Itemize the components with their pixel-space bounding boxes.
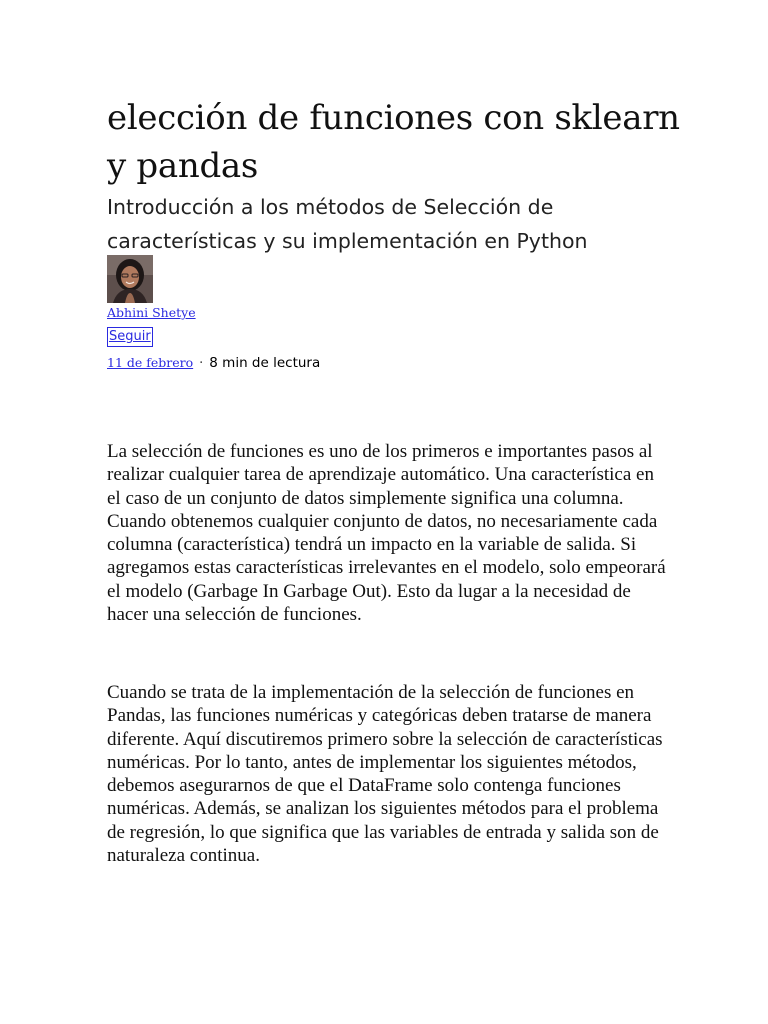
author-avatar[interactable] bbox=[107, 255, 153, 303]
author-name-link[interactable]: Abhini Shetye bbox=[107, 305, 196, 320]
publish-date-link[interactable]: 11 de febrero bbox=[107, 355, 194, 370]
meta-separator: · bbox=[199, 356, 204, 371]
author-photo-icon bbox=[107, 255, 153, 303]
article-subtitle: Introducción a los métodos de Selección de características y su implementación en Python bbox=[107, 195, 588, 253]
article-meta bbox=[107, 354, 320, 373]
paragraph: La selección de funciones es uno de los primeros e importantes pasos al realizar cualquier tarea de aprendizaje automático. Una característica en el caso de un conjunto de datos simplemente significa una columna. Cuando obtenemos cualquier conjunto de datos, no necesariamente cada columna (característica) tendrá un impacto en la variable de salida. Si agregamos estas características irrelevantes en el modelo, solo empeorará el modelo (Garbage In Garbage Out). Esto da lugar a la necesidad de hacer una selección de funciones. bbox=[107, 441, 666, 626]
read-time: 8 min de lectura bbox=[209, 355, 321, 371]
article-title: elección de funciones con sklearn y pandas bbox=[107, 98, 680, 186]
paragraph: Cuando se trata de la implementación de la selección de funciones en Pandas, las funciones numéricas y categóricas deben tratarse de manera diferente. Aquí discutiremos primero sobre la selección de características numéricas. Por lo tanto, antes de implementar los siguientes métodos, debemos asegurarnos de que el DataFrame solo contenga funciones numéricas. Además, se analizan los siguientes métodos para el problema de regresión, lo que significa que las variables de entrada y salida son de naturaleza continua. bbox=[107, 682, 663, 867]
follow-button[interactable]: Seguir bbox=[107, 327, 153, 347]
